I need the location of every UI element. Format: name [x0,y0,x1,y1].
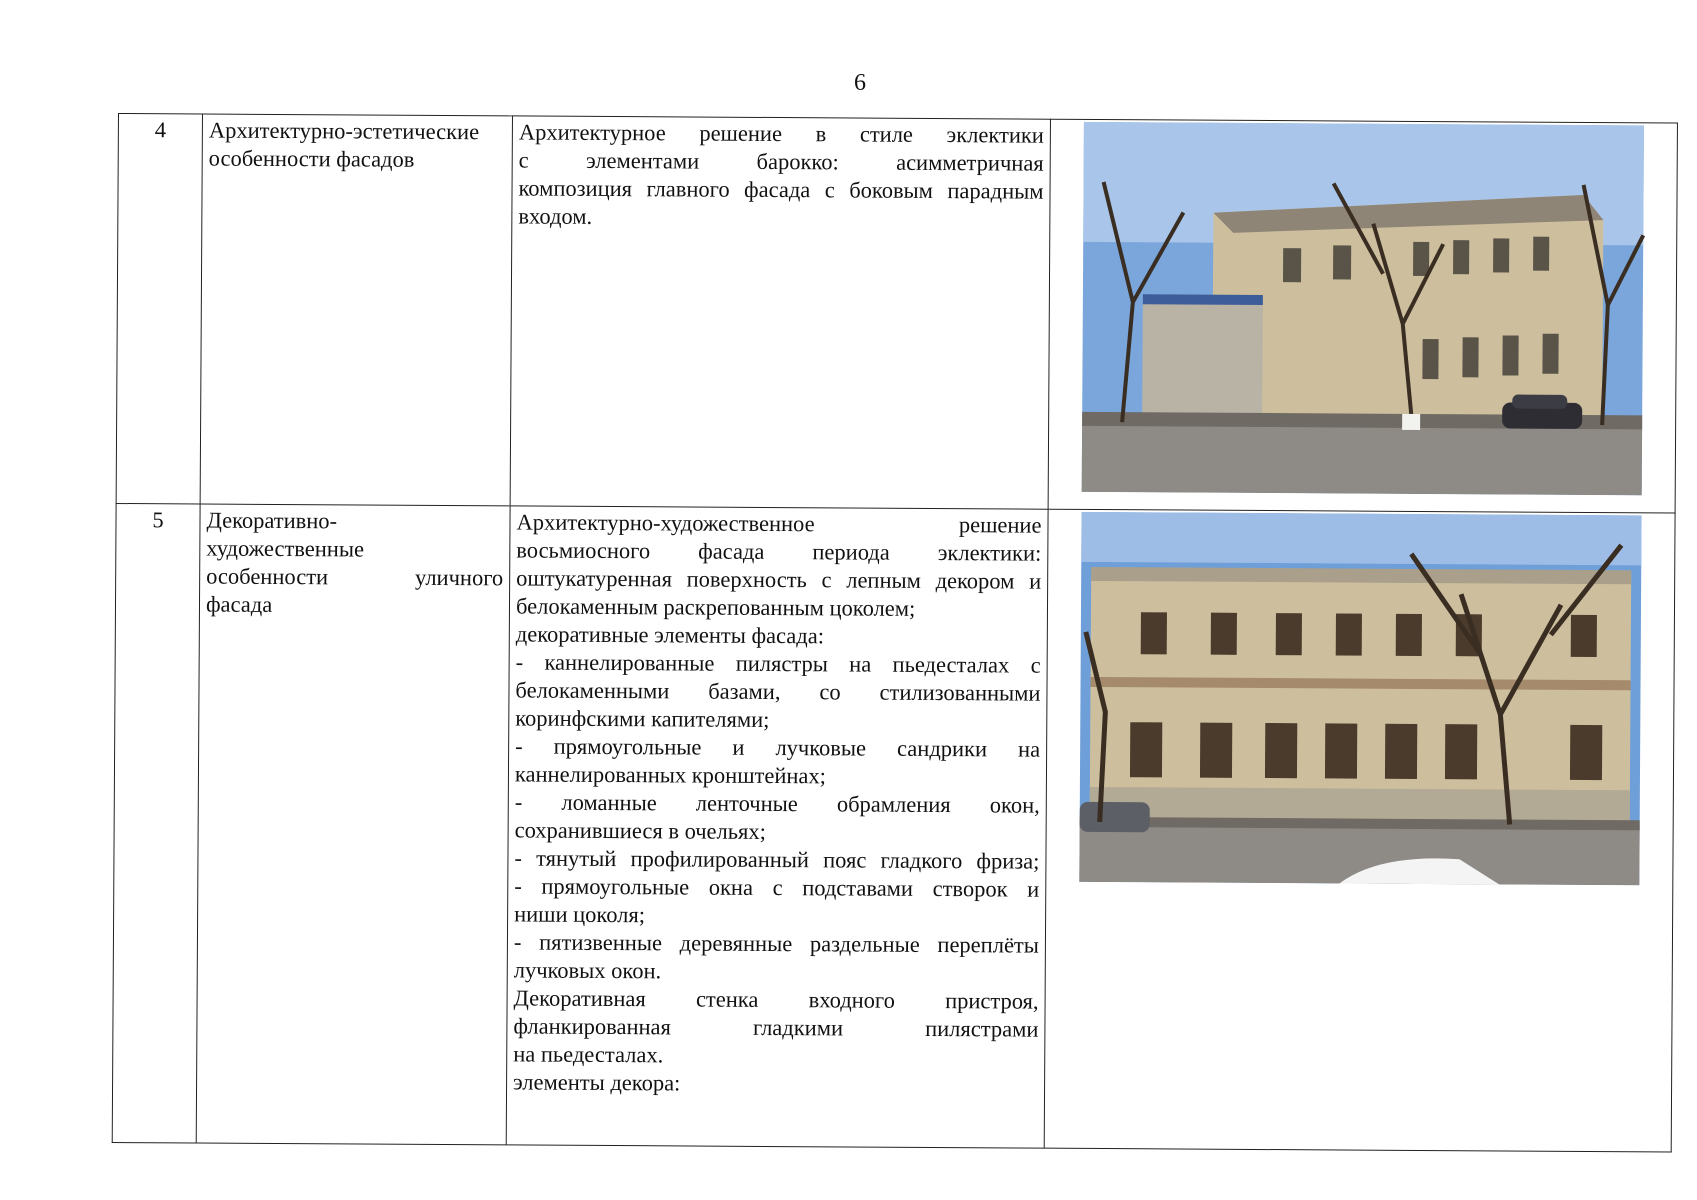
description-line: оштукатуренная поверхность с лепным декором и [516,565,1042,594]
description-line: - прямоугольные окна с подставами створок и [514,873,1040,902]
description-line: - пятизвенные деревянные раздельные переплёты [513,929,1040,958]
description-line: сохранившиеся в очельях; [514,817,767,844]
description-line: Декоративная стенка входного пристроя, [513,985,1039,1014]
table-row [116,114,1677,514]
description-line: - ломанные ленточные обрамления окон, [514,789,1040,818]
row-number: 4 [116,114,202,505]
description-line: декоративные элементы фасада: [515,621,825,649]
page-number: 6 [854,70,866,96]
name-line: особенности уличного [206,563,504,591]
photo-cell [1048,119,1677,513]
row-name: Архитектурно-эстетические особенности фасадов [200,114,512,506]
description-line: белокаменными базами, со стилизованными [515,677,1041,706]
objects-table [112,113,1678,1153]
description-line: белокаменным раскрепованным цоколем; [515,593,916,621]
description-line: фланкированная гладкими пилястрами [513,1013,1039,1042]
description-line: Архитектурно-художественное решение [516,509,1042,538]
description-line: восьмиосного фасада периода эклектики: [516,537,1042,566]
name-line: фасада [205,591,273,617]
description-line: - каннелированные пилястры на пьедесталах с [515,649,1041,678]
description-line: Архитектурное решение в стиле эклектики [518,119,1044,148]
photo-cell [1044,509,1675,1152]
description-line: - прямоугольные и лучковые сандрики на [515,733,1041,762]
description-line: на пьедесталах. [513,1041,664,1068]
description-line: с элементами барокко: асимметричная [518,147,1044,176]
description-line: коринфскими капителями; [515,705,770,732]
building-photo-street-facade [1052,512,1668,886]
name-line: художественные [206,535,365,562]
description-line: входом. [518,203,593,229]
row-description [506,506,1048,1148]
table-row [112,503,1675,1152]
row-number: 5 [112,503,200,1143]
description-line: лучковых окон. [513,957,662,984]
row-name [196,504,510,1145]
building-photo-corner-view [1055,122,1671,496]
description-line: каннелированных кронштейнах; [514,761,827,789]
row-description [510,116,1050,509]
description-line: элементы декора: [513,1069,681,1096]
description-line: - тянутый профилированный пояс гладкого фриза; [514,845,1040,874]
name-line: Декоративно- [206,507,338,534]
description-line: ниши цоколя; [514,901,646,928]
description-line: композиция главного фасада с боковым парадным [518,175,1044,204]
